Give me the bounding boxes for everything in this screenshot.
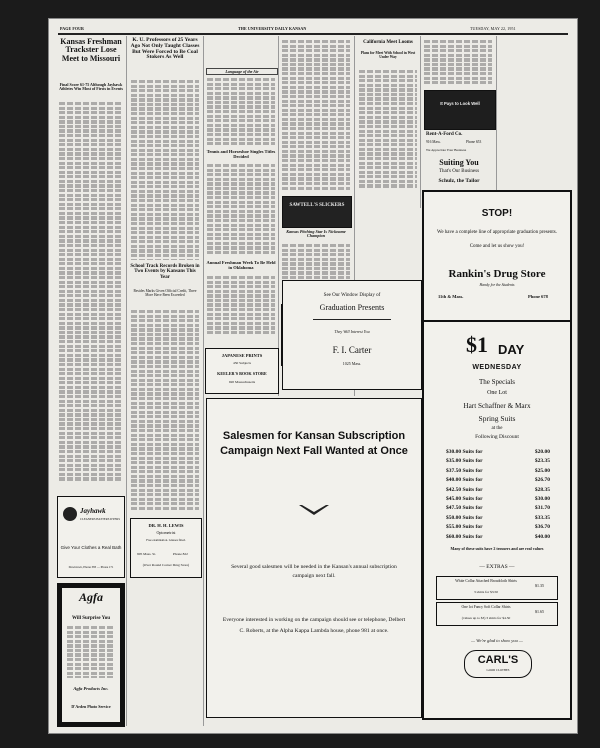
salesmen-para1: Several good salesmen will be needed in the Kansan's annual subscription campaign next fall.	[231, 564, 397, 579]
sale-discount-price: $25.00	[534, 467, 550, 474]
rent-a-ford-phone: Phone 653	[466, 140, 482, 144]
sale-price-row	[446, 495, 550, 504]
sale-discount-price: $36.70	[534, 524, 550, 531]
sawtell-name: SAWTELL'S SLICKERS	[289, 203, 345, 208]
col1-headline: Kansas Freshman Trackster Lose Meet to Missouri	[60, 37, 122, 63]
sale-original-price: $42.50 Suits for	[446, 486, 483, 493]
sale-original-price: $60.00 Suits for	[446, 533, 483, 540]
optometrist-phone: Phone 822	[173, 552, 188, 556]
sale-price-row	[446, 514, 550, 523]
carls-logo	[464, 650, 532, 678]
graduation-address: 1025 Mass.	[342, 361, 362, 366]
col3-annual-text	[207, 276, 275, 340]
jayhawk-slogan: Give Your Clothes a Real Bath	[60, 545, 122, 550]
stop-heading: STOP!	[481, 208, 513, 219]
agfa-body-text	[67, 626, 115, 678]
optometrist-address: 905 Mass. St.	[137, 552, 157, 556]
optometrist-ad	[130, 518, 202, 578]
agfa-dealer: D'Arden Photo Service	[71, 704, 111, 709]
rankins-address: 11th & Mass.	[438, 294, 464, 299]
sale-weekday: WEDNESDAY	[472, 364, 522, 371]
prints-title: JAPANESE PRINTS	[221, 353, 263, 358]
col1-article-text	[59, 102, 123, 482]
extra2-price: $1.65	[535, 609, 544, 614]
jayhawk-bird-icon	[63, 507, 77, 521]
col5-article-text	[359, 70, 417, 188]
graduation-intro: See Our Window Display of	[323, 293, 381, 298]
sawtell-ad	[282, 196, 352, 228]
column-rule	[203, 36, 204, 726]
carls-logo-text: CARL'S	[477, 654, 519, 666]
salesmen-wanted-ad	[206, 398, 422, 718]
sale-note: Many of these suits have 2 trousers and are real values	[450, 546, 544, 551]
col2-track-text	[131, 310, 199, 510]
column-rule	[126, 36, 127, 726]
jayhawk-address: Downtown, Phone 383 — Phone 171	[68, 565, 114, 569]
rankins-store-name: Rankin's Drug Store	[448, 268, 546, 280]
graduation-interest: They Will Interest You	[334, 329, 370, 334]
sale-specials: The Specials	[479, 378, 515, 386]
optometrist-lines: Free examination. Glasses fitted.	[146, 538, 186, 542]
sale-discount-price: $23.35	[534, 458, 550, 465]
extra2-sub: (values up to $3) 3 shirts for $4.50	[461, 616, 511, 620]
col5-headline: California Meet Looms	[363, 40, 413, 45]
sale-day: DAY	[498, 342, 525, 357]
sale-original-price: $45.00 Suits for	[446, 496, 483, 503]
agfa-ad-inner	[62, 588, 120, 722]
look-well-title: It Pays to Look Well	[440, 101, 480, 106]
extra1-sub: 3 shirts for $3.50	[474, 590, 498, 594]
agfa-tagline: Will Surprise You	[71, 616, 111, 621]
col3-annual-headline: Annual Freshman Week To Be Held in Oklahoma	[206, 260, 276, 270]
sale-glad: — We're glad to show you —	[471, 638, 523, 643]
extra1-label: White Collar Attached Broadcloth Shirts	[455, 579, 517, 583]
sale-discount-price: $33.35	[534, 514, 550, 521]
sale-one-lot: One Lot	[487, 390, 507, 396]
sale-dollar: $1	[466, 332, 488, 357]
col3-topic-text	[207, 78, 275, 146]
col3-tennis-headline: Tennis and Horseshoe Singles Titles Decided	[206, 149, 276, 159]
col6-article-text	[424, 40, 492, 90]
sale-discount-price: $40.00	[534, 533, 550, 540]
keelers-ad	[205, 348, 279, 394]
salesmen-para2: Everyone interested in working on the campaign should see or telephone, Delbert C. Roberts, at the Alpha Kappa Lambda house, phone 981 at once.	[222, 617, 406, 634]
rankins-phone: Phone 678	[528, 294, 548, 299]
sale-discount-price: $31.70	[534, 505, 550, 512]
sale-original-price: $40.00 Suits for	[446, 477, 483, 484]
column-rule	[496, 36, 497, 208]
masthead: THE UNIVERSITY DAILY KANSAN	[238, 26, 307, 31]
sale-discount-price: $30.00	[534, 496, 550, 503]
one-dollar-day-ad	[422, 320, 572, 720]
rent-a-ford-address: 916 Mass.	[426, 140, 441, 144]
jayhawk-logo-text: Jayhawk	[80, 507, 106, 515]
sale-following: Following Discount	[475, 434, 519, 440]
look-well-ad	[424, 90, 496, 130]
sale-price-row	[446, 476, 550, 485]
sale-at-the: at the	[491, 426, 503, 431]
extra-shirt-1	[436, 576, 558, 600]
sale-brand: Hart Schaffner & Marx	[463, 402, 531, 410]
header-rule	[58, 33, 568, 35]
date-line: TUESDAY, MAY 22, 1951	[470, 26, 516, 31]
column-rule	[278, 36, 279, 396]
newspaper-page	[48, 18, 578, 734]
optometrist-title: Optometrist	[156, 530, 176, 535]
rent-a-ford-tagline: We Appreciate Your Business	[426, 148, 467, 152]
jayhawk-services: CLEANERS HATTERS DYERS	[80, 517, 121, 521]
sale-price-row	[446, 533, 550, 542]
sale-original-price: $37.50 Suits for	[446, 467, 483, 474]
graduation-title: Graduation Presents	[319, 303, 385, 312]
optometrist-note: (Over Round Corner Drug Store)	[142, 563, 190, 567]
agfa-logo: Agfa	[79, 590, 103, 604]
col4-article-text	[282, 40, 350, 190]
sale-price-list	[446, 448, 550, 542]
sale-extras-heading: — EXTRAS —	[479, 564, 515, 570]
col3-topic-box: Language of the Air	[206, 68, 278, 75]
extra1-price: $1.35	[535, 583, 544, 588]
prints-sub: 450 Subjects	[233, 361, 251, 365]
extra-shirt-2	[436, 602, 558, 626]
rent-a-ford-title: Rent-A-Ford Co.	[426, 132, 463, 137]
sale-original-price: $50.00 Suits for	[446, 514, 483, 521]
rankins-tagline: Handy for the Students	[479, 283, 515, 287]
sale-original-price: $35.00 Suits for	[446, 458, 483, 465]
graduation-presents-ad	[282, 280, 422, 390]
sale-original-price: $30.00 Suits for	[446, 449, 483, 455]
col3-tennis-text	[207, 164, 275, 256]
sale-season: Spring Suits	[478, 414, 516, 423]
chevron-down-icon-inner	[302, 505, 326, 512]
carls-logo-sub: GOOD CLOTHES	[486, 668, 510, 672]
col5-subhead: Plans for Meet With School in West Under Way	[360, 51, 416, 59]
store-name: KEELER'S BOOK STORE	[217, 371, 267, 376]
salesmen-headline: Salesmen for Kansan Subscription Campaign Next Fall Wanted at Once	[220, 430, 408, 457]
suiting-title: Suiting You	[439, 158, 479, 167]
agfa-ad	[57, 583, 125, 727]
agfa-company: Agfa Products Inc.	[73, 686, 109, 691]
sale-price-row	[446, 467, 550, 476]
col2-track-headline: School Track Records Broken in Two Events by Kansans This Year	[130, 264, 200, 280]
graduation-divider	[313, 319, 391, 320]
sale-original-price: $55.00 Suits for	[446, 524, 483, 531]
graduation-name: F. I. Carter	[332, 345, 372, 355]
rankins-drug-store-ad	[422, 190, 572, 322]
extra2-label: One lot Fancy Soft Collar Shirts	[461, 605, 511, 609]
col4-pitching-headline: Kansas Pitching Star Is Nickname Champion	[286, 229, 346, 239]
page-number: PAGE FOUR	[60, 26, 85, 31]
sale-price-row	[446, 523, 550, 532]
sale-discount-price: $26.70	[534, 477, 550, 484]
sale-price-row	[446, 448, 550, 457]
sale-discount-price: $20.00	[534, 449, 550, 455]
sale-discount-price: $28.35	[534, 486, 550, 493]
optometrist-name: DR. H. H. LEWIS	[148, 523, 184, 528]
store-address: 920 Massachusetts	[228, 380, 256, 384]
jayhawk-cleaners-ad	[57, 496, 125, 578]
stop-line2: Come and let us show you!	[469, 244, 525, 249]
col2-headline: K. U. Professors of 25 Years Ago Not Only Taught Classes But Were Forced to Be Coal Stokers As Well	[130, 37, 200, 61]
sale-original-price: $47.50 Suits for	[446, 505, 483, 512]
col1-subhead: Final Score 61-75 Although Jayhawk Athletes Win Most of Firsts in Events	[59, 82, 123, 92]
stop-line1: We have a complete line of appropriate graduation presents.	[437, 230, 557, 235]
col2-article-text	[131, 80, 199, 260]
suiting-sub: That's Our Business	[438, 169, 480, 174]
sale-price-row	[446, 457, 550, 466]
sale-price-row	[446, 504, 550, 513]
sale-price-row	[446, 486, 550, 495]
col2-track-deck: Besides Marks Given Official Credit, Three More Have Been Exceeded	[133, 289, 197, 297]
suiting-shop: Schulz, the Tailor	[438, 178, 480, 184]
column-rule	[420, 36, 421, 208]
